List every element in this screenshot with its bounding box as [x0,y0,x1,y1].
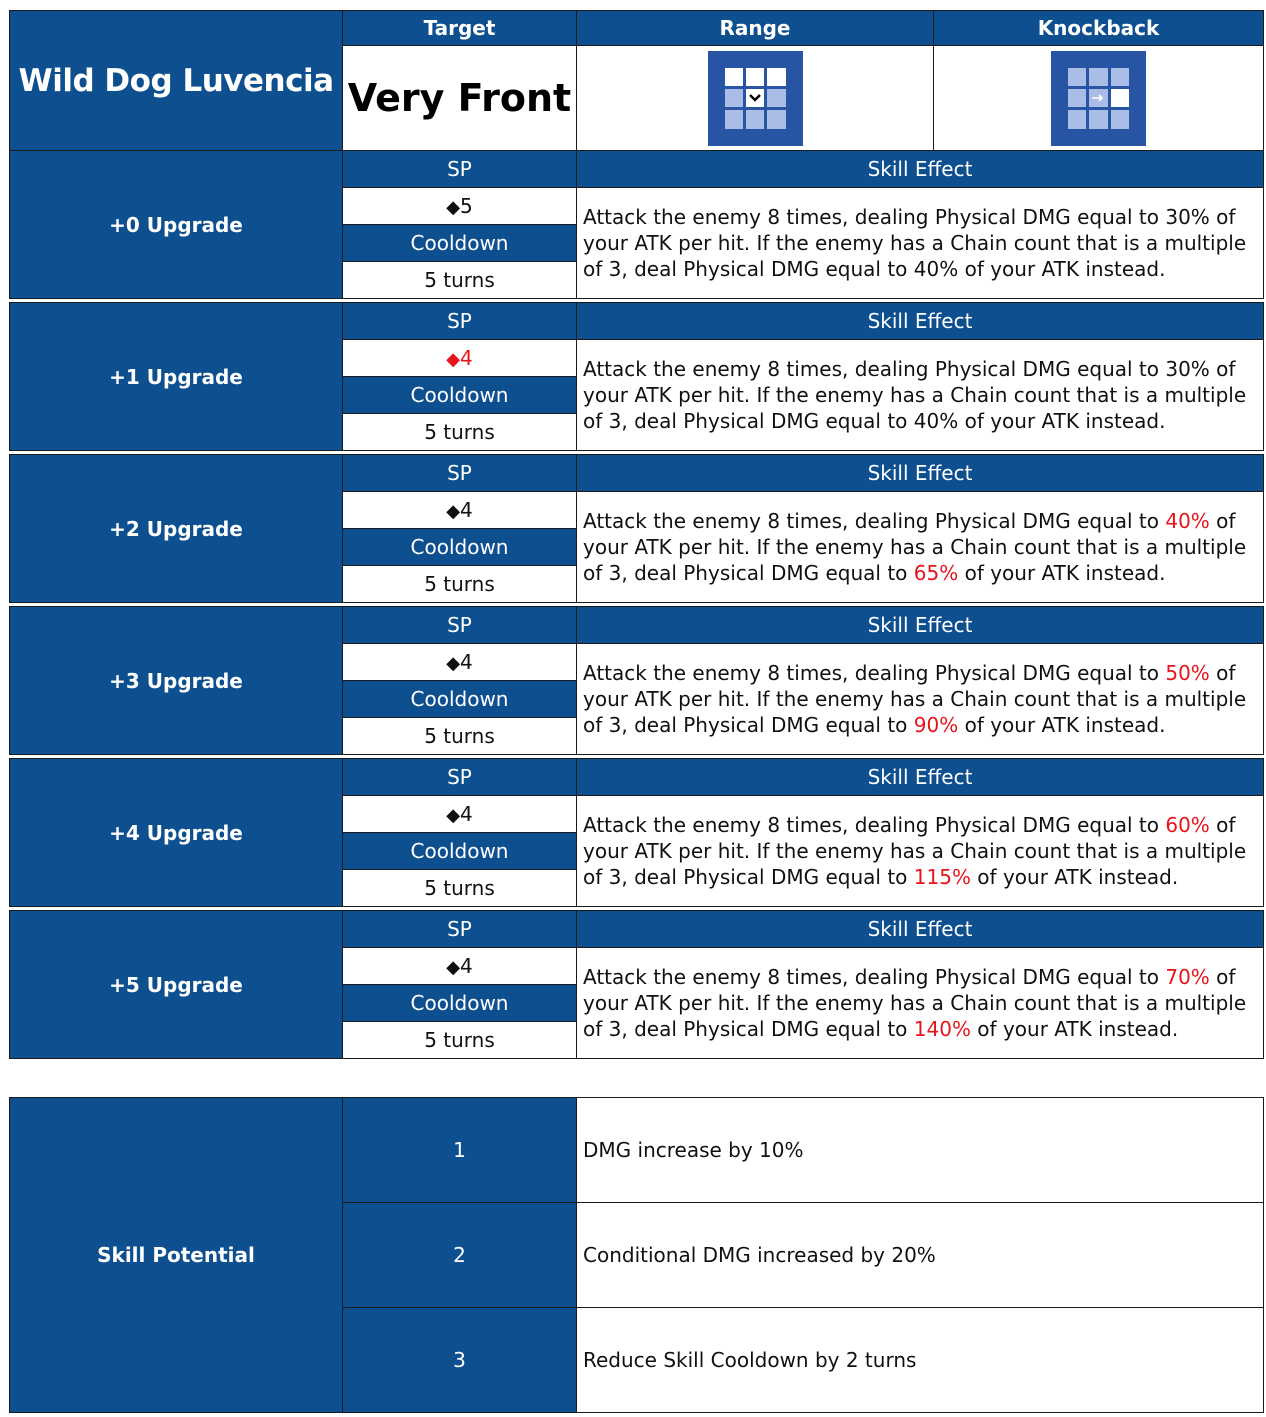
skill-effect-header: Skill Effect [577,759,1264,796]
arrow-right-icon [1089,89,1107,107]
skill-effect-header: Skill Effect [577,607,1264,644]
skill-effect-text [577,796,1264,907]
effect-text-part: Attack the enemy 8 times, dealing Physical DMG equal to [583,813,1166,837]
skill-effect-text [577,188,1264,299]
cooldown-header: Cooldown [343,681,577,718]
knockback-grid-icon [1051,51,1146,146]
effect-value: 40% [913,409,959,433]
sp-header: SP [343,911,577,948]
character-name: Wild Dog Luvencia [10,11,343,151]
cooldown-value: 5 turns [343,566,577,603]
upgrade-label: +0 Upgrade [10,151,343,299]
upgrade-label: +1 Upgrade [10,303,343,451]
skill-effect-header: Skill Effect [577,303,1264,340]
upgrade-label: +3 Upgrade [10,607,343,755]
potential-text: Reduce Skill Cooldown by 2 turns [577,1308,1264,1413]
sp-value [343,644,577,681]
upgrade-block [9,150,1264,299]
chevron-down-icon [746,89,764,107]
sp-header: SP [343,455,577,492]
potential-number: 3 [343,1308,577,1413]
effect-text-part: of your ATK instead. [958,409,1166,433]
upgrade-label: +4 Upgrade [10,759,343,907]
sp-value [343,948,577,985]
cooldown-value: 5 turns [343,718,577,755]
skill-effect-text [577,340,1264,451]
skill-effect-header: Skill Effect [577,151,1264,188]
upgrade-block [9,302,1264,451]
diamond-icon: ◆ [446,805,461,826]
effect-text-part: of your ATK instead. [970,865,1179,889]
effect-value: 90% [913,713,959,737]
effect-value: 50% [1165,661,1210,685]
sp-header: SP [343,607,577,644]
upgrade-block [9,606,1264,755]
target-header: Target [343,11,577,46]
effect-value: 30% [1165,357,1210,381]
skill-potential-title: Skill Potential [10,1098,343,1413]
effect-value: 60% [1165,813,1210,837]
sp-amount: 5 [460,194,473,218]
sp-header: SP [343,151,577,188]
upgrade-label: +5 Upgrade [10,911,343,1059]
knockback-cell [934,46,1264,151]
skill-effect-text [577,492,1264,603]
effect-text-part: of your ATK per hit. If the enemy has a Chain count that is a multiple of 3, deal Physical DMG equal to [583,509,1247,585]
effect-value: 115% [913,865,971,889]
sp-value [343,796,577,833]
effect-value: 70% [1165,965,1210,989]
skill-effect-header: Skill Effect [577,911,1264,948]
cooldown-header: Cooldown [343,225,577,262]
sp-amount: 4 [460,346,473,370]
sp-header: SP [343,303,577,340]
effect-text-part: of your ATK instead. [970,1017,1179,1041]
effect-text-part: of your ATK per hit. If the enemy has a Chain count that is a multiple of 3, deal Physical DMG equal to [583,661,1247,737]
sp-amount: 4 [460,498,473,522]
skill-potential-table [9,1097,1264,1413]
potential-number: 2 [343,1203,577,1308]
cooldown-value: 5 turns [343,262,577,299]
range-header: Range [577,11,934,46]
effect-value: 65% [913,561,959,585]
effect-value: 140% [913,1017,971,1041]
cooldown-value: 5 turns [343,870,577,907]
effect-text-part: of your ATK per hit. If the enemy has a Chain count that is a multiple of 3, deal Physical DMG equal to [583,357,1247,433]
diamond-icon: ◆ [446,957,461,978]
skill-effect-header: Skill Effect [577,455,1264,492]
upgrade-block [9,454,1264,603]
skill-effect-text [577,948,1264,1059]
effect-text-part: Attack the enemy 8 times, dealing Physical DMG equal to [583,357,1166,381]
range-grid-icon [708,51,803,146]
diamond-icon: ◆ [446,349,461,370]
diamond-icon: ◆ [446,197,461,218]
effect-value: 40% [1165,509,1210,533]
effect-text-part: of your ATK per hit. If the enemy has a Chain count that is a multiple of 3, deal Physical DMG equal to [583,205,1247,281]
target-value: Very Front [343,46,577,151]
knockback-header: Knockback [934,11,1264,46]
diamond-icon: ◆ [446,653,461,674]
range-cell [577,46,934,151]
effect-value: 40% [913,257,959,281]
upgrade-block [9,910,1264,1059]
potential-number: 1 [343,1098,577,1203]
effect-text-part: Attack the enemy 8 times, dealing Physical DMG equal to [583,661,1166,685]
effect-text-part: of your ATK per hit. If the enemy has a Chain count that is a multiple of 3, deal Physical DMG equal to [583,813,1247,889]
effect-text-part: Attack the enemy 8 times, dealing Physical DMG equal to [583,509,1166,533]
upgrade-block [9,758,1264,907]
sp-value [343,340,577,377]
effect-text-part: of your ATK instead. [958,561,1166,585]
potential-text: Conditional DMG increased by 20% [577,1203,1264,1308]
upgrade-label: +2 Upgrade [10,455,343,603]
effect-value: 30% [1165,205,1210,229]
sp-value [343,492,577,529]
cooldown-header: Cooldown [343,377,577,414]
sp-amount: 4 [460,650,473,674]
effect-text-part: of your ATK instead. [958,713,1166,737]
cooldown-value: 5 turns [343,414,577,451]
skill-table [9,10,1264,151]
effect-text-part: of your ATK instead. [958,257,1166,281]
sp-value [343,188,577,225]
sp-header: SP [343,759,577,796]
cooldown-header: Cooldown [343,833,577,870]
cooldown-value: 5 turns [343,1022,577,1059]
cooldown-header: Cooldown [343,985,577,1022]
potential-text: DMG increase by 10% [577,1098,1264,1203]
sp-amount: 4 [460,802,473,826]
skill-effect-text [577,644,1264,755]
cooldown-header: Cooldown [343,529,577,566]
sp-amount: 4 [460,954,473,978]
effect-text-part: Attack the enemy 8 times, dealing Physical DMG equal to [583,205,1166,229]
effect-text-part: Attack the enemy 8 times, dealing Physical DMG equal to [583,965,1166,989]
effect-text-part: of your ATK per hit. If the enemy has a Chain count that is a multiple of 3, deal Physical DMG equal to [583,965,1247,1041]
diamond-icon: ◆ [446,501,461,522]
